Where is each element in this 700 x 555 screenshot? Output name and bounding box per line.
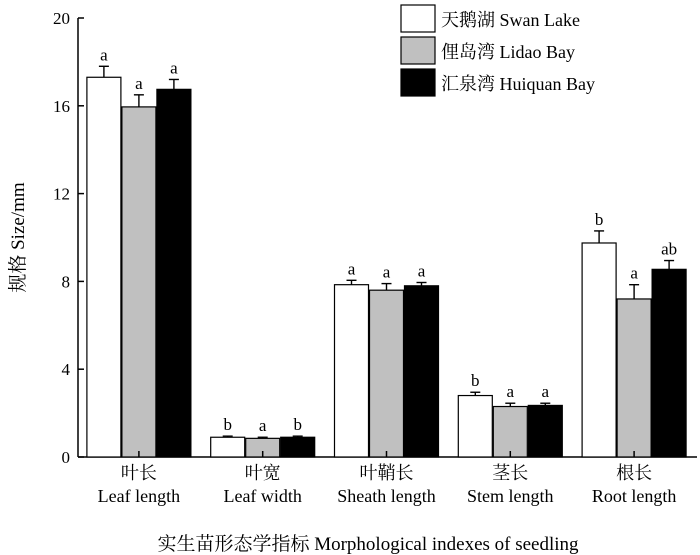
bar [281, 437, 315, 457]
significance-label: a [135, 73, 143, 93]
significance-label: a [100, 45, 108, 65]
significance-label: a [417, 261, 426, 281]
y-tick-label: 12 [53, 184, 70, 204]
x-tick-label-zh: 茎长 [492, 463, 529, 483]
bar [87, 77, 121, 457]
bar [335, 285, 369, 457]
x-axis-categories [98, 451, 677, 506]
x-tick-label-en: Leaf width [223, 486, 302, 506]
bar [157, 89, 191, 457]
significance-label: a [382, 262, 391, 282]
y-tick-label: 8 [61, 272, 70, 292]
y-axis-label: 规格 Size/mm [8, 182, 29, 293]
y-tick-label: 20 [53, 9, 70, 28]
x-tick-label-zh: 叶长 [120, 463, 157, 483]
bar [617, 299, 651, 457]
significance-label: b [293, 415, 302, 435]
bar [211, 437, 245, 457]
significance-label: ab [661, 239, 678, 259]
significance-label: a [506, 382, 515, 402]
x-tick-label-zh: 叶宽 [244, 463, 281, 483]
significance-label: b [223, 415, 232, 435]
x-tick-label-zh: 根长 [616, 463, 653, 483]
legend-swatch [401, 69, 435, 96]
bar [582, 243, 616, 457]
significance-label: a [170, 58, 178, 78]
significance-label: a [258, 416, 267, 436]
x-tick-label-en: Leaf length [97, 486, 181, 506]
significance-label: b [471, 371, 480, 391]
legend-label: 汇泉湾 Huiquan Bay [441, 74, 595, 94]
legend [401, 5, 595, 96]
x-tick-label-en: Stem length [467, 486, 554, 506]
legend-swatch [401, 5, 435, 32]
x-axis-label: 实生苗形态学指标 Morphological indexes of seedling [157, 534, 579, 555]
significance-label: a [347, 259, 356, 279]
y-axis-ticks [53, 9, 84, 467]
bar [652, 269, 686, 457]
significance-label: a [541, 382, 550, 402]
x-tick-label-zh: 叶鞘长 [359, 463, 414, 483]
significance-label: a [630, 263, 638, 283]
y-tick-label: 0 [61, 448, 70, 467]
bar [405, 286, 439, 457]
y-tick-label: 16 [53, 96, 70, 116]
x-tick-label-en: Root length [591, 486, 677, 506]
significance-label: b [594, 209, 604, 229]
legend-label: 天鹅湖 Swan Lake [441, 10, 580, 30]
bar [370, 290, 404, 457]
bar [493, 407, 527, 457]
legend-swatch [401, 37, 435, 64]
y-tick-label: 4 [61, 360, 70, 380]
legend-label: 俚岛湾 Lidao Bay [441, 42, 575, 62]
bar [122, 107, 156, 457]
x-tick-label-en: Sheath length [337, 486, 436, 506]
bar [528, 405, 562, 457]
bar [458, 396, 492, 457]
